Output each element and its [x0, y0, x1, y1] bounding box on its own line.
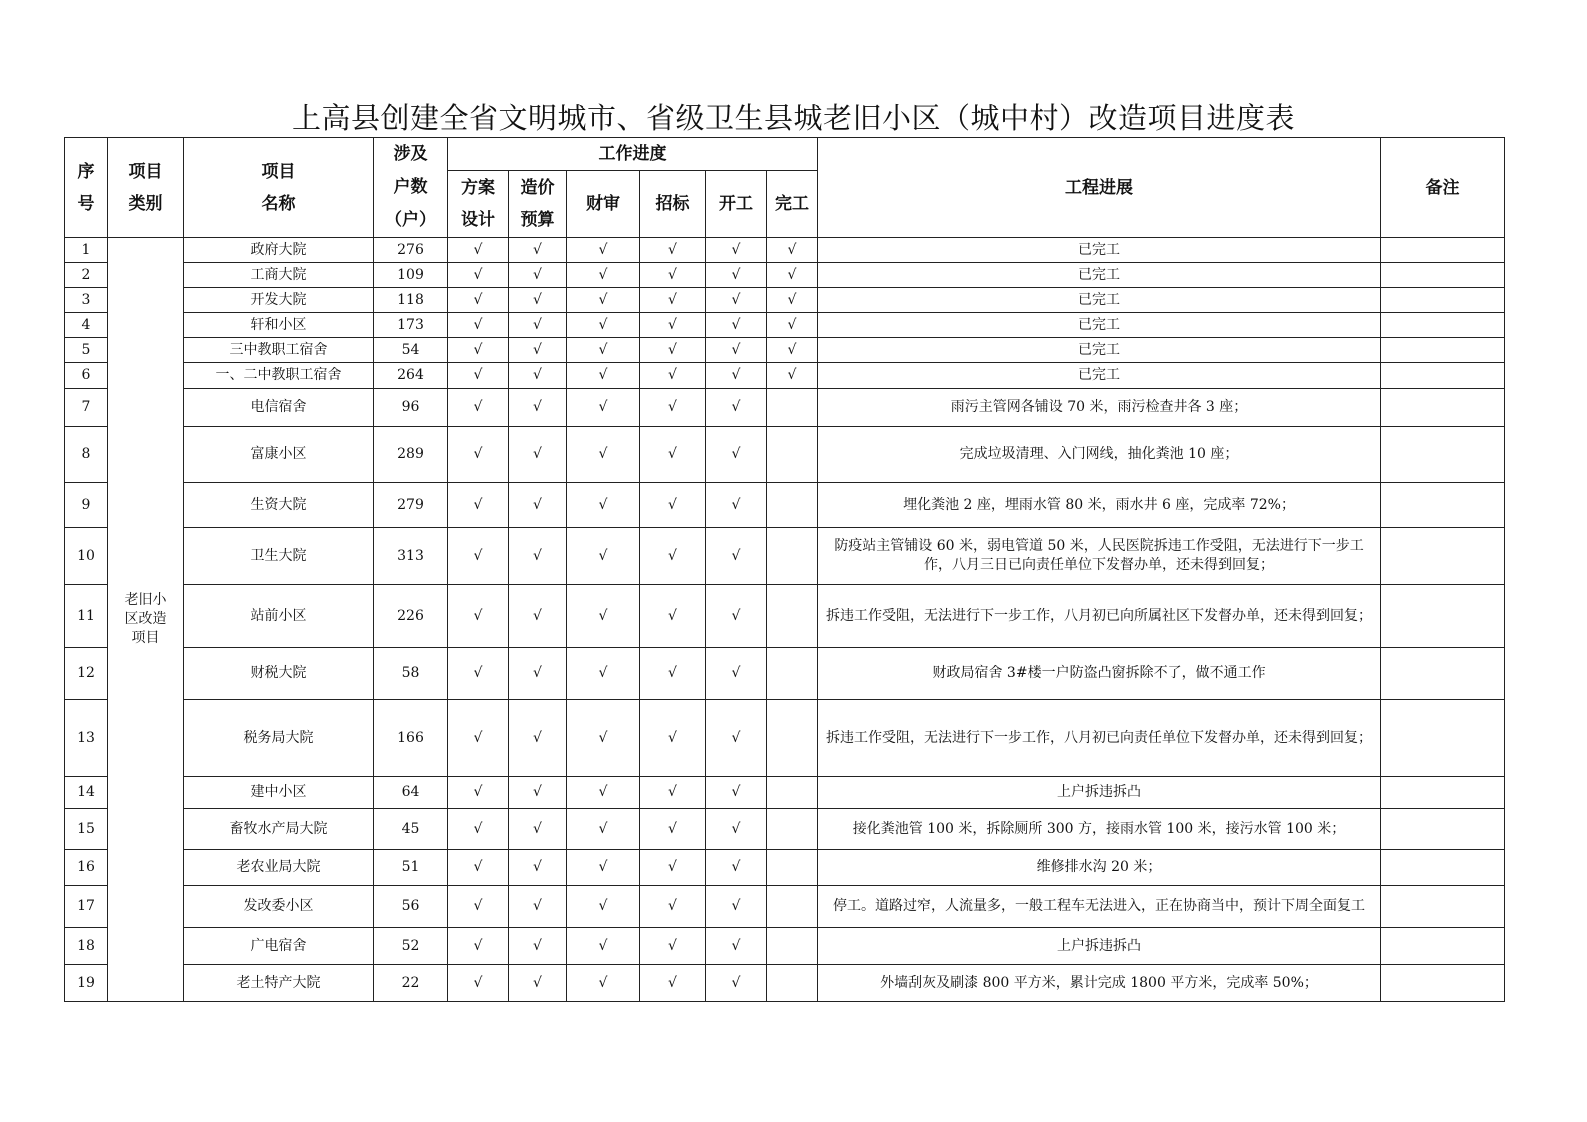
table-row — [65, 238, 1505, 263]
row-name: 一、二中教职工宿舍 — [184, 363, 374, 389]
row-remarks — [1381, 928, 1505, 965]
row-name: 开发大院 — [184, 288, 374, 313]
row-complete — [767, 427, 818, 483]
row-budget: √ — [509, 263, 567, 288]
row-budget: √ — [509, 363, 567, 389]
row-budget: √ — [509, 238, 567, 263]
table-row — [65, 585, 1505, 648]
row-start: √ — [706, 809, 767, 850]
row-complete — [767, 483, 818, 528]
row-seq: 19 — [65, 965, 108, 1002]
row-name: 政府大院 — [184, 238, 374, 263]
row-progress: 已完工 — [818, 338, 1381, 363]
row-complete: √ — [767, 288, 818, 313]
row-complete — [767, 528, 818, 585]
row-plan: √ — [448, 363, 509, 389]
row-plan: √ — [448, 850, 509, 886]
row-bidding: √ — [640, 338, 706, 363]
row-budget: √ — [509, 648, 567, 700]
row-name: 老农业局大院 — [184, 850, 374, 886]
row-progress: 已完工 — [818, 313, 1381, 338]
header-name: 项目 名称 — [184, 138, 374, 238]
row-start: √ — [706, 777, 767, 809]
row-households: 118 — [374, 288, 448, 313]
row-progress: 已完工 — [818, 238, 1381, 263]
row-seq: 8 — [65, 427, 108, 483]
row-budget: √ — [509, 585, 567, 648]
row-start: √ — [706, 965, 767, 1002]
row-plan: √ — [448, 288, 509, 313]
row-name: 税务局大院 — [184, 700, 374, 777]
row-remarks — [1381, 263, 1505, 288]
row-households: 51 — [374, 850, 448, 886]
row-plan: √ — [448, 389, 509, 427]
header-engineering-progress: 工程进展 — [818, 138, 1381, 238]
row-name: 生资大院 — [184, 483, 374, 528]
row-households: 109 — [374, 263, 448, 288]
row-seq: 15 — [65, 809, 108, 850]
row-name: 三中教职工宿舍 — [184, 338, 374, 363]
row-start: √ — [706, 288, 767, 313]
row-households: 289 — [374, 427, 448, 483]
header-remarks: 备注 — [1381, 138, 1505, 238]
row-seq: 17 — [65, 886, 108, 928]
row-complete: √ — [767, 363, 818, 389]
row-plan: √ — [448, 313, 509, 338]
page-title: 上高县创建全省文明城市、省级卫生县城老旧小区（城中村）改造项目进度表 — [291, 101, 1295, 135]
row-name: 卫生大院 — [184, 528, 374, 585]
row-progress: 财政局宿舍 3#楼一户防盗凸窗拆除不了，做不通工作 — [818, 648, 1381, 700]
row-complete — [767, 886, 818, 928]
row-plan: √ — [448, 809, 509, 850]
row-remarks — [1381, 389, 1505, 427]
row-complete: √ — [767, 263, 818, 288]
row-remarks — [1381, 528, 1505, 585]
row-remarks — [1381, 288, 1505, 313]
row-start: √ — [706, 700, 767, 777]
row-audit: √ — [567, 928, 640, 965]
row-remarks — [1381, 809, 1505, 850]
row-start: √ — [706, 928, 767, 965]
row-bidding: √ — [640, 238, 706, 263]
row-plan: √ — [448, 777, 509, 809]
row-households: 264 — [374, 363, 448, 389]
row-plan: √ — [448, 648, 509, 700]
row-budget: √ — [509, 427, 567, 483]
row-audit: √ — [567, 389, 640, 427]
row-audit: √ — [567, 809, 640, 850]
row-complete — [767, 389, 818, 427]
row-budget: √ — [509, 389, 567, 427]
row-complete — [767, 777, 818, 809]
row-audit: √ — [567, 965, 640, 1002]
row-seq: 10 — [65, 528, 108, 585]
header-complete: 完工 — [767, 171, 818, 238]
row-audit: √ — [567, 338, 640, 363]
row-budget: √ — [509, 700, 567, 777]
row-bidding: √ — [640, 928, 706, 965]
row-start: √ — [706, 648, 767, 700]
row-remarks — [1381, 427, 1505, 483]
table-row — [65, 965, 1505, 1002]
row-budget: √ — [509, 483, 567, 528]
table-row — [65, 648, 1505, 700]
row-start: √ — [706, 528, 767, 585]
header-seq: 序 号 — [65, 138, 108, 238]
category-label: 老旧小区改造项目 — [124, 592, 167, 646]
row-progress: 雨污主管网各铺设 70 米，雨污检查井各 3 座； — [818, 389, 1381, 427]
row-audit: √ — [567, 238, 640, 263]
row-progress: 已完工 — [818, 363, 1381, 389]
row-progress: 维修排水沟 20 米； — [818, 850, 1381, 886]
row-seq: 5 — [65, 338, 108, 363]
row-budget: √ — [509, 528, 567, 585]
row-plan: √ — [448, 965, 509, 1002]
row-remarks — [1381, 483, 1505, 528]
row-households: 166 — [374, 700, 448, 777]
row-remarks — [1381, 700, 1505, 777]
row-households: 313 — [374, 528, 448, 585]
table-row — [65, 528, 1505, 585]
table-row — [65, 483, 1505, 528]
row-progress: 防疫站主管铺设 60 米，弱电管道 50 米，人民医院拆违工作受阻，无法进行下一步工作，八月三日已向责任单位下发督办单，还未得到回复； — [818, 528, 1381, 585]
row-bidding: √ — [640, 886, 706, 928]
row-plan: √ — [448, 886, 509, 928]
row-budget: √ — [509, 965, 567, 1002]
header-start: 开工 — [706, 171, 767, 238]
row-start: √ — [706, 338, 767, 363]
row-seq: 1 — [65, 238, 108, 263]
row-complete — [767, 965, 818, 1002]
row-remarks — [1381, 648, 1505, 700]
header-plan: 方案 设计 — [448, 171, 509, 238]
table-row — [65, 338, 1505, 363]
row-seq: 16 — [65, 850, 108, 886]
table-row — [65, 427, 1505, 483]
row-households: 96 — [374, 389, 448, 427]
row-bidding: √ — [640, 809, 706, 850]
row-bidding: √ — [640, 850, 706, 886]
row-seq: 12 — [65, 648, 108, 700]
row-budget: √ — [509, 338, 567, 363]
row-plan: √ — [448, 263, 509, 288]
header-work-progress: 工作进度 — [448, 138, 818, 171]
row-audit: √ — [567, 313, 640, 338]
table-row — [65, 928, 1505, 965]
row-progress: 上户拆违拆凸 — [818, 777, 1381, 809]
table-row — [65, 809, 1505, 850]
row-complete — [767, 648, 818, 700]
row-bidding: √ — [640, 585, 706, 648]
row-bidding: √ — [640, 483, 706, 528]
table-body — [65, 238, 1505, 1002]
row-seq: 7 — [65, 389, 108, 427]
row-seq: 4 — [65, 313, 108, 338]
table-row — [65, 363, 1505, 389]
row-plan: √ — [448, 585, 509, 648]
row-remarks — [1381, 363, 1505, 389]
row-plan: √ — [448, 483, 509, 528]
table-header — [65, 138, 1505, 238]
row-bidding: √ — [640, 965, 706, 1002]
row-start: √ — [706, 238, 767, 263]
row-audit: √ — [567, 648, 640, 700]
row-remarks — [1381, 777, 1505, 809]
row-bidding: √ — [640, 648, 706, 700]
row-start: √ — [706, 585, 767, 648]
row-start: √ — [706, 389, 767, 427]
row-bidding: √ — [640, 288, 706, 313]
row-bidding: √ — [640, 263, 706, 288]
row-households: 22 — [374, 965, 448, 1002]
row-audit: √ — [567, 363, 640, 389]
row-seq: 18 — [65, 928, 108, 965]
row-households: 279 — [374, 483, 448, 528]
row-complete: √ — [767, 313, 818, 338]
row-progress: 已完工 — [818, 263, 1381, 288]
row-households: 45 — [374, 809, 448, 850]
row-budget: √ — [509, 928, 567, 965]
table-row — [65, 389, 1505, 427]
row-name: 老土特产大院 — [184, 965, 374, 1002]
row-households: 54 — [374, 338, 448, 363]
row-start: √ — [706, 886, 767, 928]
row-complete — [767, 850, 818, 886]
row-audit: √ — [567, 288, 640, 313]
row-households: 173 — [374, 313, 448, 338]
row-progress: 拆违工作受阻，无法进行下一步工作，八月初已向责任单位下发督办单，还未得到回复； — [818, 700, 1381, 777]
row-name: 轩和小区 — [184, 313, 374, 338]
row-budget: √ — [509, 288, 567, 313]
row-remarks — [1381, 313, 1505, 338]
row-start: √ — [706, 363, 767, 389]
row-budget: √ — [509, 886, 567, 928]
row-bidding: √ — [640, 427, 706, 483]
row-plan: √ — [448, 238, 509, 263]
row-audit: √ — [567, 263, 640, 288]
row-households: 226 — [374, 585, 448, 648]
row-remarks — [1381, 238, 1505, 263]
table-row — [65, 700, 1505, 777]
row-seq: 14 — [65, 777, 108, 809]
row-seq: 9 — [65, 483, 108, 528]
row-progress: 已完工 — [818, 288, 1381, 313]
row-progress: 上户拆违拆凸 — [818, 928, 1381, 965]
row-progress: 拆违工作受阻，无法进行下一步工作，八月初已向所属社区下发督办单，还未得到回复； — [818, 585, 1381, 648]
row-bidding: √ — [640, 313, 706, 338]
row-budget: √ — [509, 850, 567, 886]
category-cell — [108, 238, 184, 1002]
row-start: √ — [706, 313, 767, 338]
row-plan: √ — [448, 427, 509, 483]
header-audit: 财审 — [567, 171, 640, 238]
header-category: 项目 类别 — [108, 138, 184, 238]
row-start: √ — [706, 850, 767, 886]
row-name: 站前小区 — [184, 585, 374, 648]
row-progress: 停工。道路过窄，人流量多，一般工程车无法进入，正在协商当中，预计下周全面复工 — [818, 886, 1381, 928]
row-seq: 2 — [65, 263, 108, 288]
row-audit: √ — [567, 700, 640, 777]
header-bidding: 招标 — [640, 171, 706, 238]
row-start: √ — [706, 263, 767, 288]
row-households: 56 — [374, 886, 448, 928]
row-progress: 外墙刮灰及刷漆 800 平方米，累计完成 1800 平方米，完成率 50%； — [818, 965, 1381, 1002]
row-seq: 3 — [65, 288, 108, 313]
row-remarks — [1381, 965, 1505, 1002]
row-budget: √ — [509, 777, 567, 809]
row-progress: 接化粪池管 100 米，拆除厕所 300 方，接雨水管 100 米，接污水管 100 米； — [818, 809, 1381, 850]
row-audit: √ — [567, 886, 640, 928]
row-complete: √ — [767, 238, 818, 263]
table-row — [65, 263, 1505, 288]
row-complete: √ — [767, 338, 818, 363]
row-seq: 11 — [65, 585, 108, 648]
row-households: 64 — [374, 777, 448, 809]
row-remarks — [1381, 585, 1505, 648]
row-audit: √ — [567, 528, 640, 585]
header-budget: 造价 预算 — [509, 171, 567, 238]
row-seq: 6 — [65, 363, 108, 389]
table-row — [65, 777, 1505, 809]
row-seq: 13 — [65, 700, 108, 777]
row-complete — [767, 585, 818, 648]
row-name: 工商大院 — [184, 263, 374, 288]
row-name: 发改委小区 — [184, 886, 374, 928]
progress-table — [64, 137, 1505, 1002]
row-complete — [767, 809, 818, 850]
row-audit: √ — [567, 585, 640, 648]
row-households: 58 — [374, 648, 448, 700]
header-households: 涉及 户数 （户） — [374, 138, 448, 238]
row-complete — [767, 700, 818, 777]
table-row — [65, 313, 1505, 338]
row-bidding: √ — [640, 528, 706, 585]
row-name: 富康小区 — [184, 427, 374, 483]
row-households: 276 — [374, 238, 448, 263]
row-budget: √ — [509, 809, 567, 850]
row-name: 广电宿舍 — [184, 928, 374, 965]
row-audit: √ — [567, 483, 640, 528]
row-bidding: √ — [640, 363, 706, 389]
table-row — [65, 886, 1505, 928]
row-households: 52 — [374, 928, 448, 965]
row-bidding: √ — [640, 777, 706, 809]
row-complete — [767, 928, 818, 965]
row-audit: √ — [567, 850, 640, 886]
row-bidding: √ — [640, 389, 706, 427]
row-plan: √ — [448, 700, 509, 777]
row-plan: √ — [448, 528, 509, 585]
row-plan: √ — [448, 338, 509, 363]
row-start: √ — [706, 483, 767, 528]
row-name: 畜牧水产局大院 — [184, 809, 374, 850]
row-audit: √ — [567, 427, 640, 483]
row-start: √ — [706, 427, 767, 483]
row-progress: 埋化粪池 2 座，埋雨水管 80 米，雨水井 6 座，完成率 72%； — [818, 483, 1381, 528]
row-remarks — [1381, 886, 1505, 928]
row-remarks — [1381, 850, 1505, 886]
table-row — [65, 288, 1505, 313]
row-name: 财税大院 — [184, 648, 374, 700]
row-name: 电信宿舍 — [184, 389, 374, 427]
row-bidding: √ — [640, 700, 706, 777]
row-plan: √ — [448, 928, 509, 965]
row-name: 建中小区 — [184, 777, 374, 809]
row-progress: 完成垃圾清理、入门网线，抽化粪池 10 座； — [818, 427, 1381, 483]
row-budget: √ — [509, 313, 567, 338]
row-remarks — [1381, 338, 1505, 363]
row-audit: √ — [567, 777, 640, 809]
table-row — [65, 850, 1505, 886]
